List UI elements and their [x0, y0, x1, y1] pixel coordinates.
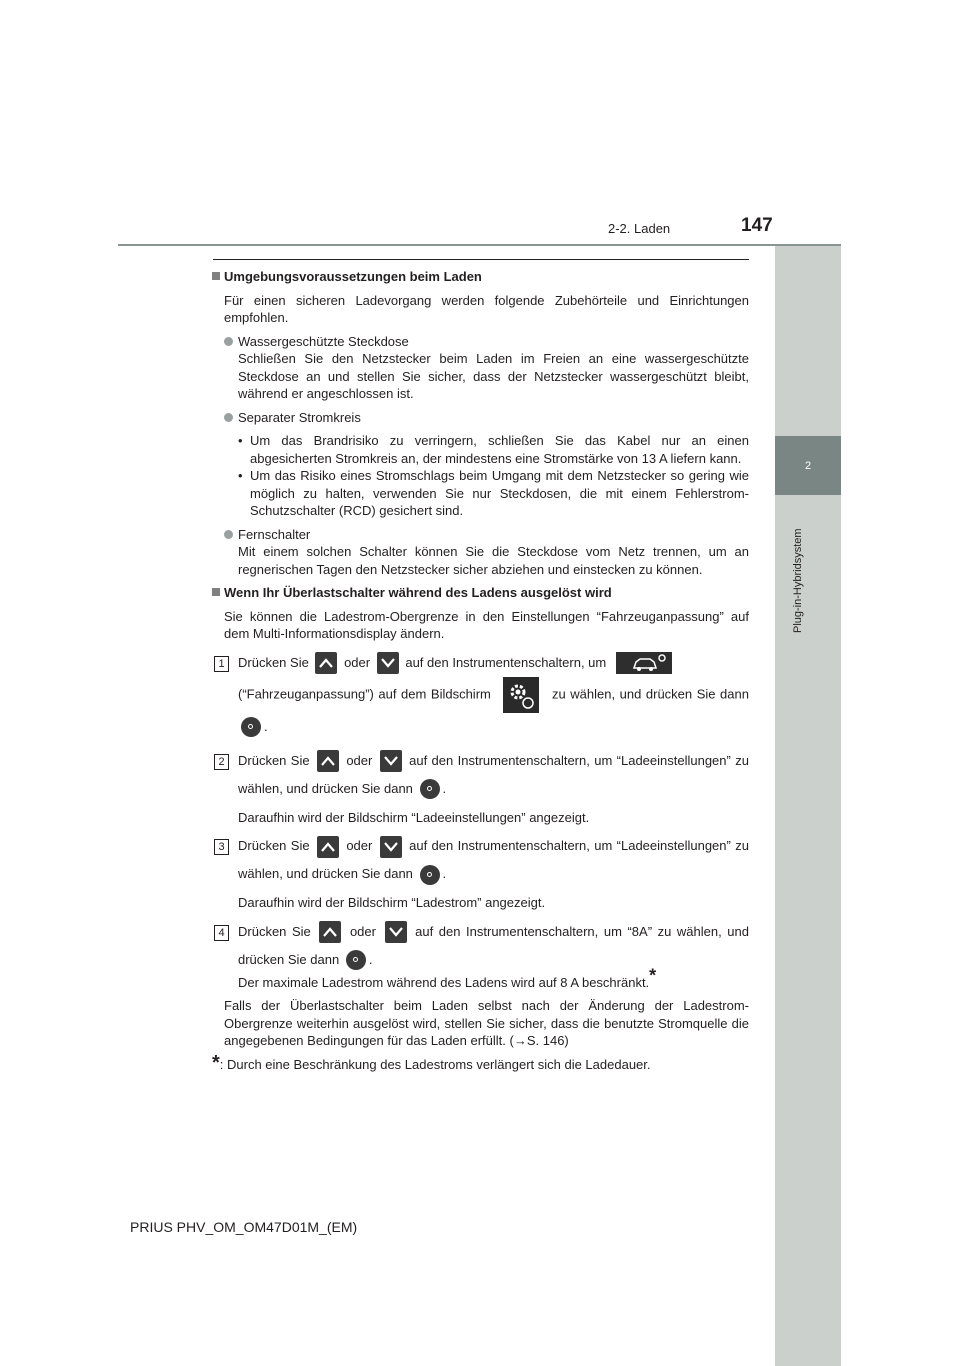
main-content	[212, 268, 749, 1073]
section-heading-breaker: Wenn Ihr Überlastschalter während des Ladens ausgelöst wird	[212, 584, 749, 602]
header-divider	[118, 244, 841, 246]
step-4: 4 Drücken Sie oder auf den Instrumentenschaltern, um “8A” zu wählen, und drücken Sie dann .	[212, 918, 749, 974]
step-1: 1 Drücken Sie oder auf den Instrumentenschaltern, um (“Fahrzeuganpassung”) auf dem Bildschirm zu wählen, und drücken Sie dann .	[212, 649, 749, 741]
side-tab-background	[775, 246, 841, 1366]
section-title: 2-2. Laden	[608, 221, 671, 236]
up-button-icon	[317, 750, 339, 772]
step-result: Daraufhin wird der Bildschirm “Ladeeinstellungen” angezeigt.	[238, 809, 590, 825]
down-button-icon	[377, 652, 399, 674]
step-number: 3	[214, 839, 229, 855]
up-button-icon	[319, 921, 341, 943]
step-3: 3 Drücken Sie oder auf den Instrumentenschaltern, um “Ladeeinstellungen” zu wählen, und drücken Sie dann .	[212, 832, 749, 888]
up-button-icon	[317, 836, 339, 858]
footnote: *: Durch eine Beschränkung des Ladestroms verlängert sich die Ladedauer.	[212, 1051, 651, 1074]
vehicle-settings-icon	[616, 652, 672, 674]
settings-gear-icon	[503, 677, 539, 713]
down-button-icon	[380, 750, 402, 772]
step-result: Daraufhin wird der Bildschirm “Ladestrom” angezeigt.	[238, 895, 546, 910]
chapter-title: Plug-in-Hybridsystem	[792, 528, 804, 633]
step-2: 2 Drücken Sie oder auf den Instrumentenschaltern, um “Ladeeinstellungen” zu wählen, und drücken Sie dann .	[212, 747, 749, 803]
circle-bullet-icon	[224, 337, 233, 346]
down-button-icon	[380, 836, 402, 858]
note-text: Falls der Überlastschalter beim Laden selbst nach der Änderung der Ladestrom-Obergrenze weiterhin ausgelöst wird, stellen Sie sicher, dass die benutzte Stromquelle die angegebenen Bedingungen für das Laden erfüllt. (→S. 146)	[224, 998, 749, 1048]
document-code: PRIUS PHV_OM_OM47D01M_(EM)	[130, 1219, 358, 1235]
section-intro: Für einen sicheren Ladevorgang werden folgende Zubehörteile und Einrichtungen empfohlen.	[224, 292, 749, 325]
chapter-title-tab	[788, 503, 808, 633]
ok-button-icon	[420, 779, 440, 799]
list-item-text: Schließen Sie den Netzstecker beim Laden im Freien an eine wassergeschützte Steckdose an und stellen Sie sicher, dass der Netzstecker wassergeschützt bleibt, während er angeschlossen ist.	[238, 351, 749, 401]
section-heading-environment: Umgebungsvoraussetzungen beim Laden	[212, 268, 749, 286]
sub-list-item: • Um das Brandrisiko zu verringern, schließen Sie das Kabel nur an einen abgesicherten Stromkreis an, der mindestens eine Stromstärke von 13 A liefern kann.	[238, 433, 749, 466]
chapter-number: 2	[804, 459, 812, 472]
square-bullet-icon	[212, 588, 220, 596]
step-number: 2	[214, 754, 229, 770]
up-button-icon	[315, 652, 337, 674]
sub-list-item: • Um das Risiko eines Stromschlags beim Umgang mit dem Netzstecker so gering wie möglich zu halten, verwenden Sie nur Steckdosen, die mit einem Fehlerstrom-Schutzschalter (RCD) gesichert sind.	[238, 468, 749, 518]
step-number: 1	[214, 656, 229, 672]
ok-button-icon	[241, 717, 261, 737]
section-intro: Sie können die Ladestrom-Obergrenze in den Einstellungen “Fahrzeuganpassung” auf dem Multi-Informationsdisplay ändern.	[224, 608, 749, 641]
square-bullet-icon	[212, 272, 220, 280]
step-result: Der maximale Ladestrom während des Ladens wird auf 8 A beschränkt.*	[238, 965, 657, 990]
circle-bullet-icon	[224, 413, 233, 422]
ok-button-icon	[346, 950, 366, 970]
down-button-icon	[385, 921, 407, 943]
page-number: 147	[741, 215, 773, 236]
chapter-number-tab	[775, 436, 841, 495]
step-number: 4	[214, 925, 229, 941]
list-item-text: Mit einem solchen Schalter können Sie die Steckdose vom Netz trennen, um an regnerischen Tagen den Netzstecker sicher abziehen und einstecken zu können.	[238, 544, 749, 577]
list-item: Wassergeschützte Steckdose	[212, 333, 749, 351]
content-top-rule	[213, 259, 749, 260]
list-item: Separater Stromkreis	[212, 409, 749, 427]
list-item: Fernschalter	[212, 526, 749, 544]
ok-button-icon	[420, 865, 440, 885]
circle-bullet-icon	[224, 530, 233, 539]
